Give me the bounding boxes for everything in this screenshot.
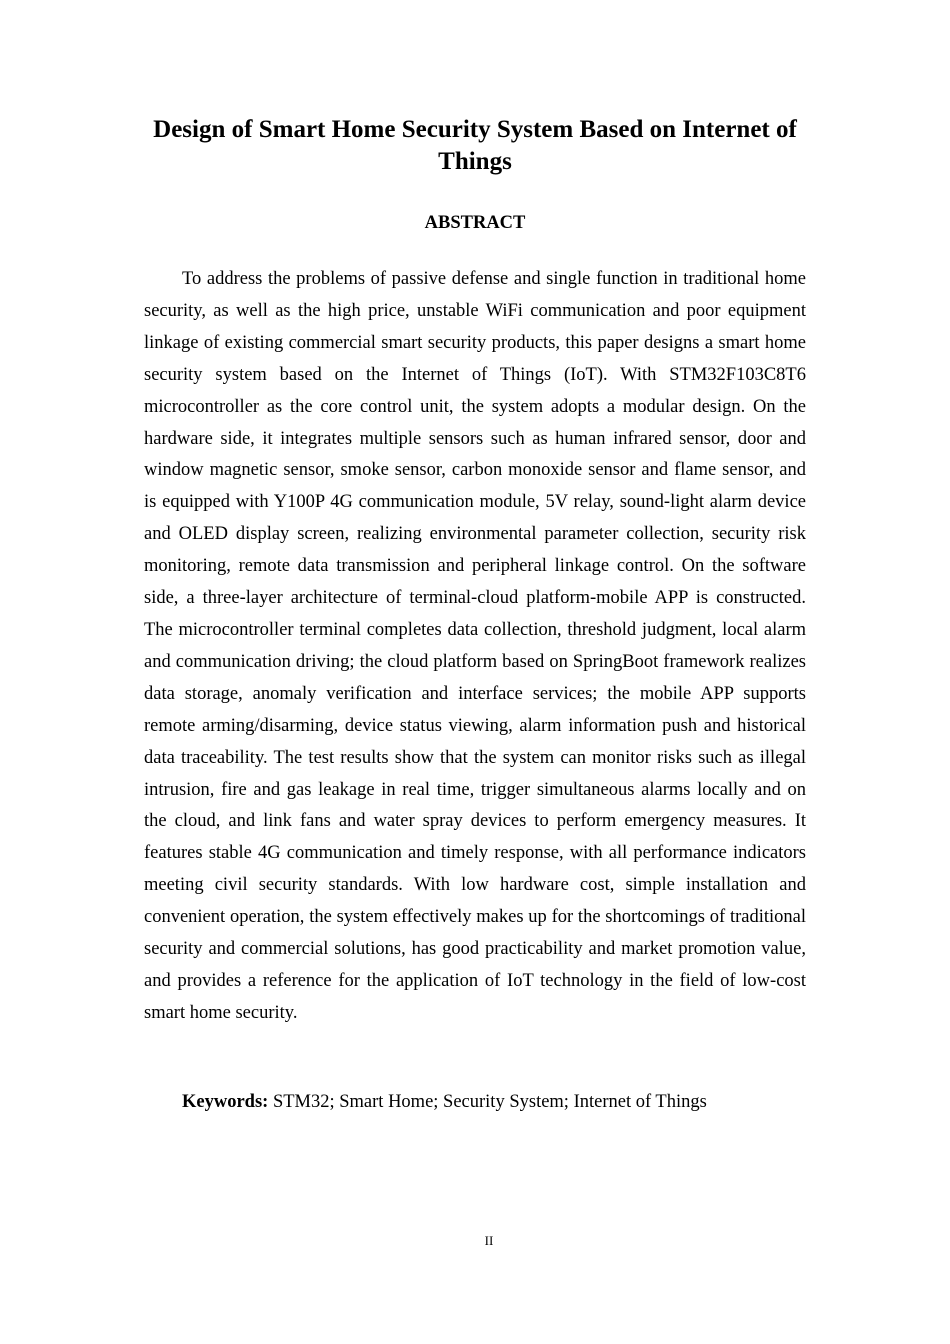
paper-title: Design of Smart Home Security System Based on Internet of Things [153, 116, 797, 175]
keywords-label: Keywords: [182, 1092, 269, 1112]
abstract-heading: ABSTRACT [424, 213, 526, 233]
keywords-line [182, 1088, 806, 1116]
keywords-text: STM32; Smart Home; Security System; Internet of Things [272, 1092, 707, 1112]
page-number: II [484, 1233, 494, 1248]
abstract-body: To address the problems of passive defense and single function in traditional home security, as well as the high price, unstable WiFi communication and poor equipment linkage of existing commercial smart security products, this paper designs a smart home security system based on the Internet of Things (IoT). With STM32F103C8T6 microcontroller as the core control unit, the system adopts a modular design. On the hardware side, it integrates multiple sensors such as human infrared sensor, door and window magnetic sensor, smoke sensor, carbon monoxide sensor and flame sensor, and is equipped with Y100P 4G communication module, 5V relay, sound-light alarm device and OLED display screen, realizing environmental parameter collection, security risk monitoring, remote data transmission and peripheral linkage control. On the software side, a three-layer architecture of terminal-cloud platform-mobile APP is constructed. The microcontroller terminal completes data collection, threshold judgment, local alarm and communication driving; the cloud platform based on SpringBoot framework realizes data storage, anomaly verification and interface services; the mobile APP supports remote arming/disarming, device status viewing, alarm information push and historical data traceability. The test results show that the system can monitor risks such as illegal intrusion, fire and gas leakage in real time, trigger simultaneous alarms locally and on the cloud, and link fans and water spray devices to perform emergency measures. It features stable 4G communication and timely response, with all performance indicators meeting civil security standards. With low hardware cost, simple installation and convenient operation, the system effectively makes up for the shortcomings of traditional security and commercial solutions, has good practicability and market promotion value, and provides a reference for the application of IoT technology in the field of low-cost smart home security. [144, 269, 806, 1023]
